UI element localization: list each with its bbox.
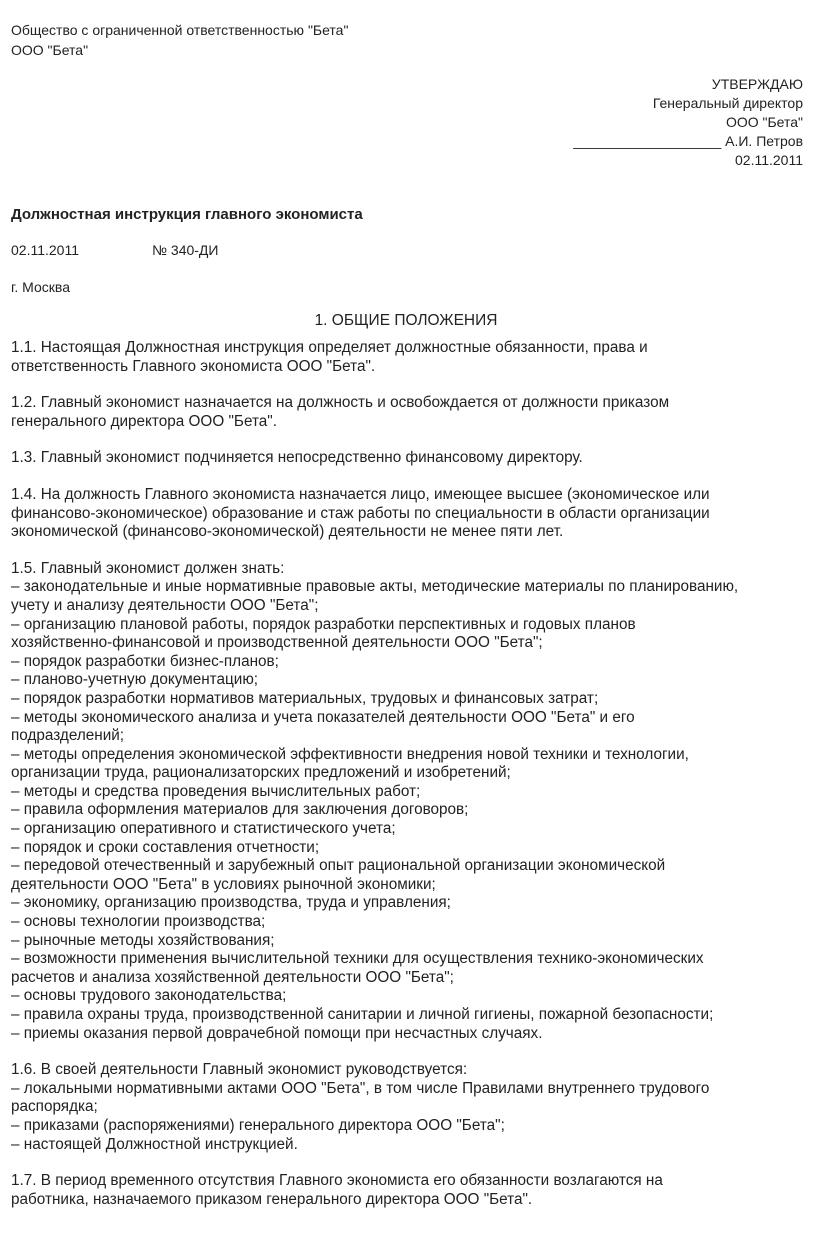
paragraph-line: – методы экономического анализа и учета показателей деятельности ООО "Бета" и его [11, 708, 635, 726]
paragraph-line: финансово-экономическое) образование и стаж работы по специальности в области организации [11, 504, 710, 522]
paragraph-line: – организацию плановой работы, порядок разработки перспективных и годовых планов [11, 615, 636, 633]
paragraph-line: – настоящей Должностной инструкцией. [11, 1135, 298, 1153]
paragraph-line: 1.3. Главный экономист подчиняется непосредственно финансовому директору. [11, 449, 583, 467]
paragraph-2 [11, 394, 811, 431]
paragraph-line: подразделений; [11, 727, 125, 745]
document-title: Должностная инструкция главного экономиста [11, 206, 363, 223]
organization-header [11, 20, 348, 60]
paragraph-line: – основы технологии производства; [11, 913, 266, 931]
paragraph-line: – правила охраны труда, производственной санитарии и личной гигиены, пожарной безопасности; [11, 1006, 714, 1023]
paragraph-line: организации труда, рационализаторских предложений и изобретений; [11, 764, 511, 782]
paragraph-line: 1.7. В период временного отсутствия Главного экономиста его обязанности возлагаются на [11, 1172, 663, 1190]
document-date: 02.11.2011 [11, 242, 79, 258]
paragraph-line: – методы определения экономической эффективности внедрения новой техники и технологии, [11, 745, 689, 763]
section-title: 1. ОБЩИЕ ПОЛОЖЕНИЯ [314, 312, 498, 329]
paragraph-line: ответственность Главного экономиста ООО "Бета". [11, 357, 376, 375]
approval-position: Генеральный директор [652, 95, 803, 111]
paragraph-line: хозяйственно-финансовой и производственной деятельности ООО "Бета"; [11, 634, 543, 652]
paragraph-line: 1.6. В своей деятельности Главный экономист руководствуется: [11, 1061, 468, 1079]
document-meta [11, 240, 219, 260]
paragraph-line: – приказами (распоряжениями) генерального директора ООО "Бета"; [11, 1116, 505, 1134]
paragraph-line: – правила оформления материалов для заключения договоров; [11, 801, 469, 819]
paragraph-line: 1.4. На должность Главного экономиста назначается лицо, имеющее высшее (экономическое или [11, 485, 710, 503]
paragraph-line: – возможности применения вычислительной техники для осуществления технико-экономических [11, 950, 704, 968]
paragraph-line: 1.5. Главный экономист должен знать: [11, 559, 285, 577]
document-number: № 340-ДИ [152, 242, 219, 258]
paragraph-line: – приемы оказания первой доврачебной помощи при несчастных случаях. [11, 1024, 543, 1042]
paragraph-line: – порядок и сроки составления отчетности; [11, 838, 320, 856]
paragraph-line: генерального директора ООО "Бета". [11, 412, 277, 430]
document-city: г. Москва [11, 279, 70, 295]
paragraph-4 [11, 486, 811, 542]
paragraph-6 [11, 1061, 811, 1154]
approval-date: 02.11.2011 [735, 152, 803, 168]
paragraph-line: работника, назначаемого приказом генерального директора ООО "Бета". [11, 1190, 533, 1208]
org-short-name: ООО "Бета" [11, 42, 89, 58]
paragraph-line: – порядок разработки нормативов материальных, трудовых и финансовых затрат; [11, 689, 599, 707]
paragraph-line: – экономику, организацию производства, труда и управления; [11, 894, 451, 912]
paragraph-1 [11, 339, 811, 376]
paragraph-line: – планово-учетную документацию; [11, 671, 259, 689]
paragraph-line: – передовой отечественный и зарубежный опыт рациональной организации экономической [11, 857, 666, 875]
paragraph-line: – организацию оперативного и статистического учета; [11, 820, 396, 838]
signatory-name: А.И. Петров [725, 133, 803, 149]
paragraph-line: расчетов и анализа хозяйственной деятельности ООО "Бета"; [11, 968, 454, 986]
paragraph-line: 1.2. Главный экономист назначается на должность и освобождается от должности приказом [11, 394, 670, 412]
org-full-name: Общество с ограниченной ответственностью "Бета" [11, 22, 349, 38]
approval-org: ООО "Бета" [725, 114, 803, 130]
paragraph-line: – рыночные методы хозяйствования; [11, 931, 275, 949]
approval-label: УТВЕРЖДАЮ [711, 76, 803, 92]
approval-block [573, 75, 803, 170]
paragraph-line: 1.1. Настоящая Должностная инструкция определяет должностные обязанности, права и [11, 339, 648, 356]
paragraph-line: деятельности ООО "Бета" в условиях рыночной экономики; [11, 875, 436, 893]
paragraph-line: – методы и средства проведения вычислительных работ; [11, 782, 421, 800]
document-body [11, 339, 811, 1227]
signature-line: ___________________ [573, 133, 722, 149]
approval-signature-row [573, 132, 803, 151]
paragraph-line: распорядка; [11, 1098, 98, 1116]
paragraph-3 [11, 449, 811, 468]
paragraph-7 [11, 1172, 811, 1209]
paragraph-line: – законодательные и иные нормативные правовые акты, методические материалы по планированию, [11, 578, 739, 596]
paragraph-line: – порядок разработки бизнес-планов; [11, 652, 279, 670]
paragraph-line: учету и анализу деятельности ООО "Бета"; [11, 596, 319, 614]
paragraph-line: экономической (финансово-экономической) деятельности не менее пяти лет. [11, 523, 564, 541]
paragraph-line: – основы трудового законодательства; [11, 987, 287, 1005]
paragraph-line: – локальными нормативными актами ООО "Бета", в том числе Правилами внутреннего трудового [11, 1079, 710, 1097]
paragraph-5 [11, 560, 811, 1043]
